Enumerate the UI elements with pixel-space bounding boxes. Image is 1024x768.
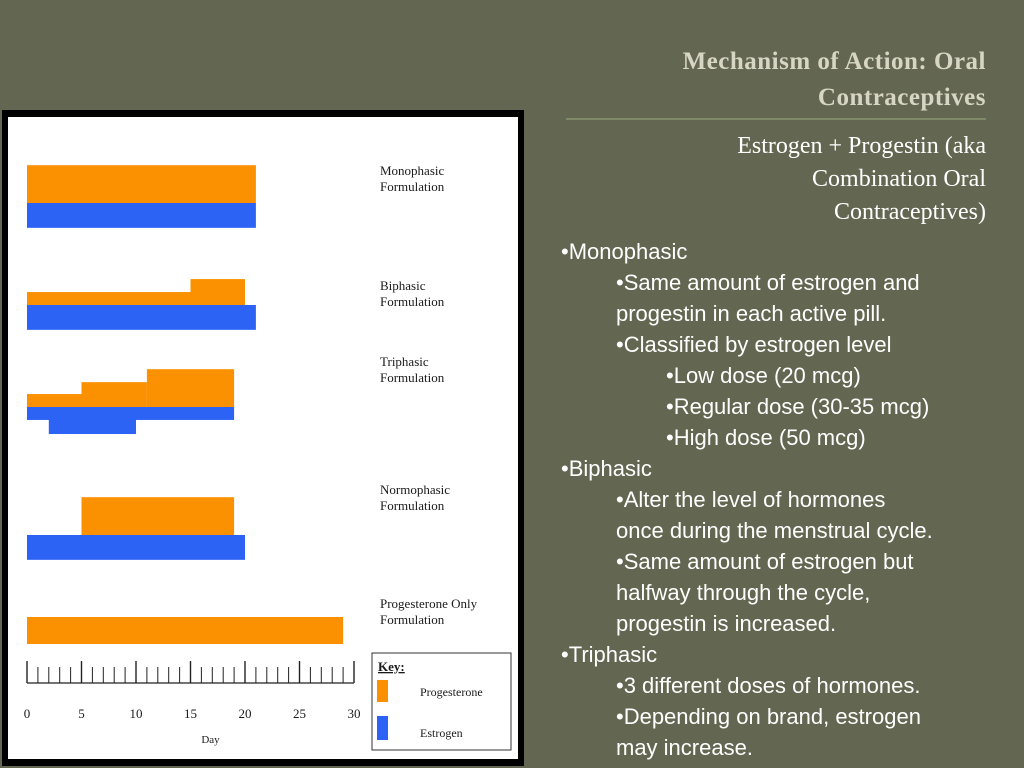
formulation-name: Biphasic xyxy=(380,278,426,293)
legend-label-progesterone: Progesterone xyxy=(420,685,483,699)
bullet-monophasic: •Monophasic xyxy=(561,239,688,264)
formulation-subname: Formulation xyxy=(380,370,445,385)
estrogen-bar xyxy=(27,535,245,560)
bullet-line: •3 different doses of hormones. xyxy=(616,673,921,698)
bullet-triphasic: •Triphasic xyxy=(561,642,658,667)
progesterone-bar xyxy=(27,617,343,644)
bullet-line: •Same amount of estrogen but xyxy=(616,549,914,574)
progesterone-bar xyxy=(147,369,234,407)
slide-title-line2: Contraceptives xyxy=(817,84,986,111)
estrogen-bar xyxy=(49,407,136,434)
formulation-subname: Formulation xyxy=(380,179,445,194)
formulation-chart xyxy=(8,117,518,759)
axis-tick-label: 10 xyxy=(129,706,143,721)
axis-title: Day xyxy=(201,734,220,746)
estrogen-bar xyxy=(27,203,256,228)
bullet-line: progestin in each active pill. xyxy=(616,301,887,326)
formulation-name: Triphasic xyxy=(380,354,429,369)
legend-swatch-estrogen xyxy=(377,716,388,740)
formulation-name: Normophasic xyxy=(380,482,451,497)
axis-tick-label: 0 xyxy=(23,706,31,721)
bullet-line: •Classified by estrogen level xyxy=(616,332,892,357)
subtitle-line1: Estrogen + Progestin (aka xyxy=(737,133,986,159)
title-divider xyxy=(566,118,986,120)
legend-swatch-progesterone xyxy=(377,680,388,702)
bullet-line: •Depending on brand, estrogen xyxy=(616,704,921,729)
axis-tick-label: 30 xyxy=(347,706,361,721)
axis-tick-label: 20 xyxy=(238,706,252,721)
bullet-line: halfway through the cycle, xyxy=(616,580,871,605)
slide-subtitle xyxy=(566,130,986,229)
progesterone-bar xyxy=(191,279,246,305)
bullet-biphasic: •Biphasic xyxy=(561,456,652,481)
formulation-chart-frame xyxy=(2,110,524,766)
subtitle-line2: Combination Oral xyxy=(812,166,986,192)
legend-title: Key: xyxy=(378,659,405,674)
axis-tick-label: 5 xyxy=(78,706,85,721)
slide-title xyxy=(426,44,986,116)
subtitle-line3: Contraceptives) xyxy=(834,199,986,225)
chart-legend xyxy=(372,653,511,750)
bullet-list xyxy=(561,236,1011,763)
bullet-line: •Regular dose (30-35 mcg) xyxy=(666,394,930,419)
estrogen-bar xyxy=(136,407,234,420)
bullet-line: •High dose (50 mcg) xyxy=(666,425,866,450)
bullet-line: •Low dose (20 mcg) xyxy=(666,363,861,388)
bullet-line: •Alter the level of hormones xyxy=(616,487,886,512)
progesterone-bar xyxy=(27,165,256,203)
progesterone-bar xyxy=(82,497,235,535)
formulation-name: Progesterone Only xyxy=(380,596,478,611)
formulation-subname: Formulation xyxy=(380,612,445,627)
bullet-line: may increase. xyxy=(616,735,753,760)
formulation-subname: Formulation xyxy=(380,294,445,309)
axis-tick-label: 25 xyxy=(293,706,306,721)
bullet-line: once during the menstrual cycle. xyxy=(616,518,933,543)
formulation-subname: Formulation xyxy=(380,498,445,513)
progesterone-bar xyxy=(27,292,201,305)
formulation-name: Monophasic xyxy=(380,163,445,178)
estrogen-bar xyxy=(27,305,256,330)
bullet-line: progestin is increased. xyxy=(616,611,837,636)
bullet-line: •Same amount of estrogen and xyxy=(616,270,920,295)
progesterone-bar xyxy=(82,382,147,407)
legend-label-estrogen: Estrogen xyxy=(420,726,463,740)
slide-title-line1: Mechanism of Action: Oral xyxy=(682,48,986,75)
axis-tick-label: 15 xyxy=(184,706,197,721)
